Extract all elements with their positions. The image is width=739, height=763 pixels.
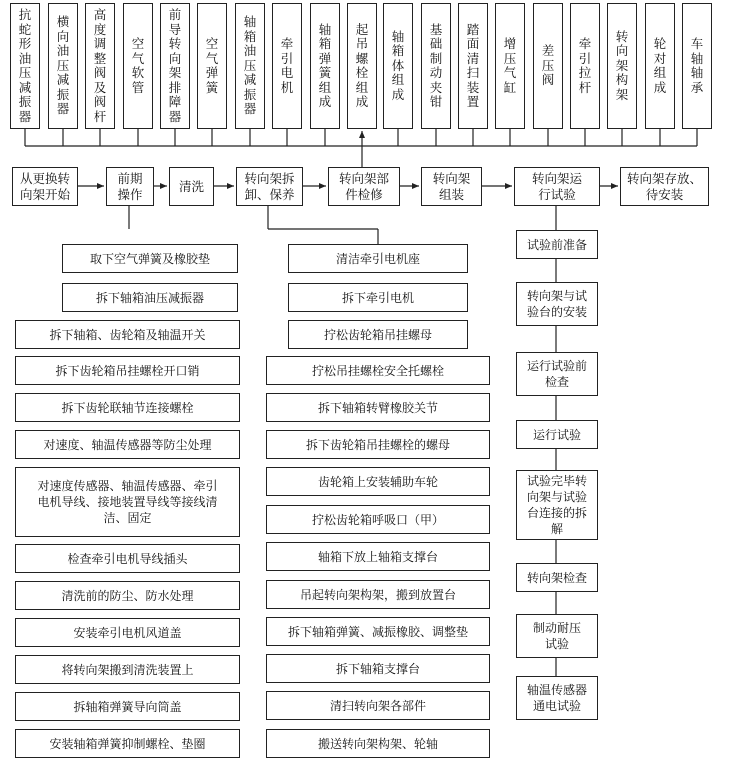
component-box [421,3,451,129]
left-step [15,393,240,422]
component-label: 牵引拉杆 [578,36,592,95]
step-label: 清洗前的防尘、防水处理 [61,588,194,603]
right-step [516,470,598,540]
step-label: 拆下齿轮箱吊挂螺栓的螺母 [305,437,450,452]
step-label: 运行试验 [532,427,581,442]
left-step [15,356,240,385]
flow-step-label: 转向架存放、待安装 [626,170,702,202]
step-label: 拆轴箱弹簧导向筒盖 [73,699,182,714]
right-step [516,282,598,326]
component-box [310,3,340,129]
step-label: 转向架检查 [526,570,587,585]
middle-step [266,505,490,534]
component-box [10,3,40,129]
component-label: 轮对组成 [653,36,667,95]
component-box [607,3,637,129]
component-label: 转向架构架 [615,28,629,102]
component-label: 差压阀 [541,43,555,88]
step-label: 试验前准备 [526,237,587,252]
component-box [123,3,153,129]
step-label: 对速度、轴温传感器等防尘处理 [43,437,212,452]
component-box [458,3,488,129]
flow-step-running-test [514,167,600,206]
middle-step [266,542,490,571]
component-label: 轴箱弹簧组成 [318,21,332,109]
component-box [197,3,227,129]
component-box [272,3,302,129]
component-label: 车轴轴承 [690,36,704,95]
step-label: 拧松齿轮箱呼吸口（甲） [311,512,444,527]
flow-step-label: 转向架部件检修 [338,170,389,202]
component-label: 基础制动夹钳 [429,21,443,109]
step-label: 清洁牵引电机座 [335,251,420,266]
component-label: 增压气缸 [503,36,517,95]
right-step [516,563,598,592]
component-label: 牵引电机 [280,36,294,95]
step-label: 清扫转向架各部件 [329,698,426,713]
component-box [85,3,115,129]
flow-step-storage [620,167,709,206]
left-step [15,467,240,537]
middle-step [266,654,490,683]
step-label: 吊起转向架构架，搬到放置台 [299,587,456,602]
component-box [235,3,265,129]
step-label: 拆下轴箱弹簧、减振橡胶、调整垫 [287,624,468,639]
component-label: 踏面清扫装置 [466,21,480,109]
step-label: 拆下齿轮箱吊挂螺栓开口销 [55,363,200,378]
left-step [15,544,240,573]
step-label: 拆下轴箱、齿轮箱及轴温开关 [49,327,206,342]
middle-step [266,580,490,609]
flow-step-assembly [421,167,482,206]
right-step [516,230,598,259]
right-step [516,420,598,449]
right-step [516,352,598,396]
step-label: 搬送转向架构架、轮轴 [317,736,438,751]
component-box [347,3,377,129]
flow-step-label: 清洗 [178,178,204,194]
right-step [516,676,598,720]
flow-step-start [12,167,78,206]
step-label: 轴温传感器通电试验 [526,683,587,713]
component-label: 轴箱体组成 [391,28,405,102]
step-label: 检查牵引电机导线插头 [67,551,188,566]
step-label: 拧松吊挂螺栓安全托螺栓 [311,363,444,378]
step-label: 轴箱下放上轴箱支撑台 [317,549,438,564]
component-box [682,3,712,129]
component-box [383,3,413,129]
step-label: 拆下齿轮联轴节连接螺栓 [61,400,194,415]
component-box [160,3,190,129]
component-box [533,3,563,129]
component-label: 轴箱油压减振器 [243,14,257,117]
step-label: 安装轴箱弹簧抑制螺栓、垫圈 [49,736,206,751]
flow-step-label: 前期操作 [117,170,143,202]
flow-step-disassembly [236,167,303,206]
middle-step [266,691,490,720]
flow-step-label: 转向架拆卸、保养 [244,170,295,202]
flow-step-label: 转向架运行试验 [531,170,582,202]
middle-step [266,393,490,422]
step-label: 拆下牵引电机 [341,290,414,305]
middle-step [288,283,468,312]
component-label: 起吊螺栓组成 [355,21,369,109]
component-label: 空气软管 [131,36,145,95]
middle-step [266,356,490,385]
component-label: 高度调整阀及阀杆 [93,7,107,124]
step-label: 取下空气弹簧及橡胶垫 [89,251,210,266]
step-label: 拧松齿轮箱吊挂螺母 [323,327,432,342]
step-label: 拆下轴箱支撑台 [335,661,420,676]
left-step [15,320,240,349]
component-box [48,3,78,129]
step-label: 拆下轴箱油压减振器 [95,290,204,305]
step-label: 对速度传感器、轴温传感器、牵引电机导线、接地装置导线等接线清洁、固定 [37,479,218,525]
component-box [495,3,525,129]
right-step [516,614,598,658]
left-step [62,283,238,312]
component-label: 抗蛇形油压减振器 [18,7,32,124]
flow-step-clean [169,167,214,206]
left-step [62,244,238,273]
step-label: 试验完毕转向架与试验台连接的拆解 [526,474,587,536]
step-label: 拆下轴箱转臂橡胶关节 [317,400,438,415]
middle-step [266,617,490,646]
step-label: 转向架与试验台的安装 [526,289,587,319]
step-label: 安装牵引电机风道盖 [73,625,182,640]
middle-step [266,729,490,758]
component-box [570,3,600,129]
step-label: 将转向架搬到清洗装置上 [61,662,194,677]
step-label: 运行试验前检查 [526,359,587,389]
left-step [15,655,240,684]
left-step [15,729,240,758]
middle-step [288,244,468,273]
left-step [15,581,240,610]
component-label: 空气弹簧 [205,36,219,95]
left-step [15,692,240,721]
flow-step-label: 从更换转向架开始 [19,170,70,202]
step-label: 制动耐压试验 [532,621,581,651]
middle-step [266,467,490,496]
component-label: 横向油压减振器 [56,14,70,117]
component-box [645,3,675,129]
step-label: 齿轮箱上安装辅助车轮 [317,474,438,489]
left-step [15,618,240,647]
flow-step-label: 转向架组装 [432,170,471,202]
middle-step [266,430,490,459]
middle-step [288,320,468,349]
flow-step-repair [328,167,400,206]
flow-step-prep [106,167,154,206]
left-step [15,430,240,459]
component-label: 前导转向架排障器 [168,7,182,124]
